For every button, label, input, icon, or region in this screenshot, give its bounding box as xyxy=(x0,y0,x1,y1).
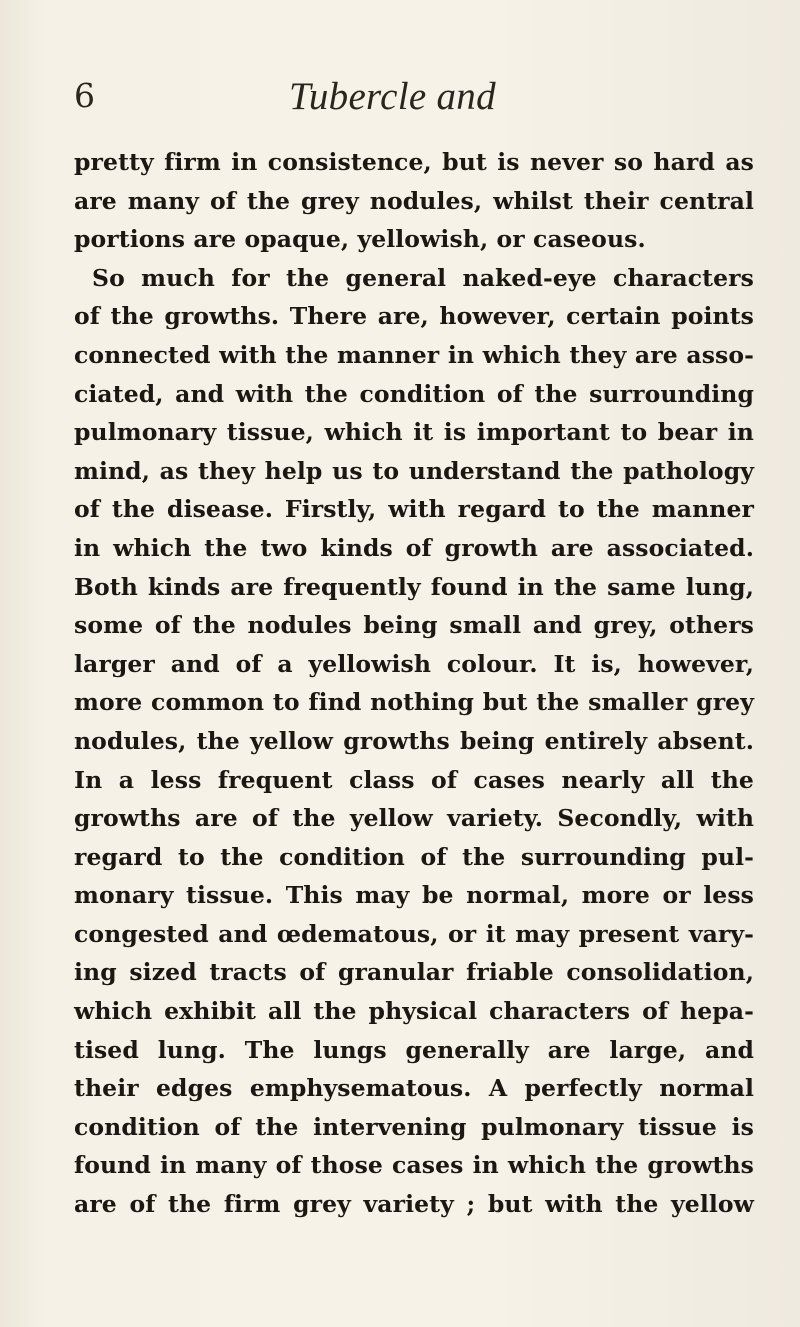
text-line: some of the nodules being small and grey, others xyxy=(74,611,754,640)
text-line: their edges emphysematous. A perfectly normal xyxy=(74,1074,754,1103)
text-line: regard to the condition of the surrounding pul- xyxy=(74,842,754,871)
text-line: are many of the grey nodules, whilst their central xyxy=(74,186,754,215)
text-line: larger and of a yellowish colour. It is, however, xyxy=(74,649,754,678)
text-line: condition of the intervening pulmonary tissue is xyxy=(74,1112,754,1141)
body-text xyxy=(74,143,754,1224)
text-line: monary tissue. This may be normal, more or less xyxy=(74,881,754,910)
text-line: of the disease. Firstly, with regard to the manner xyxy=(74,495,754,524)
text-line: In a less frequent class of cases nearly all the xyxy=(74,765,754,794)
text-line: nodules, the yellow growths being entirely absent. xyxy=(74,726,754,755)
text-line: of the growths. There are, however, certain points xyxy=(74,302,754,331)
text-line: pulmonary tissue, which it is important to bear in xyxy=(74,418,754,447)
text-line: So much for the general naked-eye characters xyxy=(92,263,754,292)
text-line: pretty firm in consistence, but is never so hard as xyxy=(74,148,754,176)
running-head xyxy=(74,76,754,126)
running-title: Tubercle and xyxy=(289,75,496,118)
text-line: connected with the manner in which they are asso- xyxy=(74,340,754,369)
text-line: are of the firm grey variety ; but with the yellow xyxy=(74,1190,754,1219)
text-line: ing sized tracts of granular friable consolidation, xyxy=(74,958,754,987)
text-line: found in many of those cases in which the growths xyxy=(74,1151,754,1180)
text-line: tised lung. The lungs generally are large, and xyxy=(74,1035,754,1064)
text-line: Both kinds are frequently found in the same lung, xyxy=(74,572,754,601)
text-line: more common to find nothing but the smaller grey xyxy=(74,688,754,717)
text-line: which exhibit all the physical characters of hepa- xyxy=(74,997,754,1026)
page-number: 6 xyxy=(74,76,95,115)
text-line: growths are of the yellow variety. Secondly, with xyxy=(74,804,754,833)
text-line: ciated, and with the condition of the surrounding xyxy=(74,379,754,408)
text-line: mind, as they help us to understand the pathology xyxy=(74,456,754,485)
text-line: portions are opaque, yellowish, or caseous. xyxy=(74,225,646,254)
text-line: congested and œdematous, or it may present vary- xyxy=(74,919,754,948)
text-line: in which the two kinds of growth are associated. xyxy=(74,533,754,562)
